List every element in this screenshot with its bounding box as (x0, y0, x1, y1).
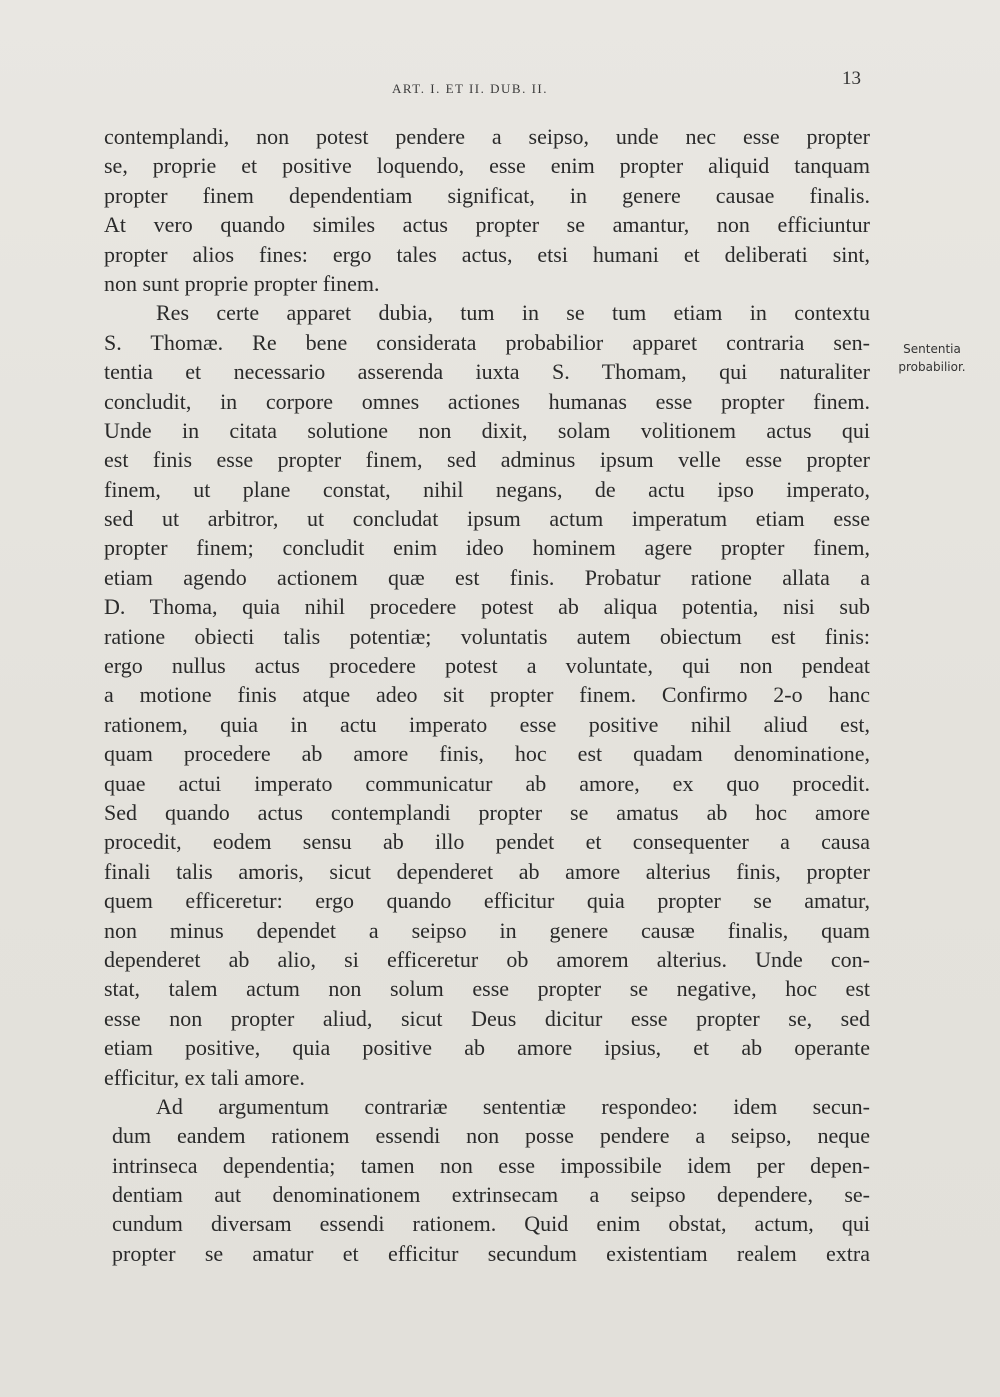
text-line: propter alios fines: ergo tales actus, etsi humani et deliberati sint, (104, 241, 870, 267)
text-line: Sed quando actus contemplandi propter se amatus ab hoc amore (104, 799, 870, 825)
text-line: quem efficeretur: ergo quando efficitur quia propter se amatur, (104, 888, 870, 914)
text-line: finem, ut plane constat, nihil negans, de actu ipso imperato, (104, 476, 870, 502)
marginal-note-line: probabilior. (898, 360, 966, 374)
marginal-note-line: Sententia (903, 342, 961, 356)
text-line: quae actui imperato communicatur ab amore, ex quo procedit. (104, 770, 870, 796)
text-line: stat, talem actum non solum esse propter se negative, hoc est (104, 976, 870, 1002)
text-line: efficitur, ex tali amore. (104, 1064, 305, 1090)
text-line: propter finem dependentiam significat, in genere causae finalis. (104, 182, 870, 208)
text-line: etiam positive, quia positive ab amore ipsius, et ab operante (104, 1035, 870, 1061)
text-line: cundum diversam essendi rationem. Quid enim obstat, actum, qui (112, 1211, 870, 1237)
text-line: procedit, eodem sensu ab illo pendet et consequenter a causa (104, 829, 870, 855)
text-line: propter finem; concludit enim ideo hominem agere propter finem, (104, 535, 870, 561)
text-line: contemplandi, non potest pendere a seipso, unde nec esse propter (104, 124, 870, 149)
text-line: At vero quando similes actus propter se amantur, non efficiuntur (104, 212, 870, 238)
text-line: a motione finis atque adeo sit propter finem. Confirmo 2-o hanc (104, 682, 870, 708)
text-line: tentia et necessario asserenda iuxta S. Thomam, qui naturaliter (104, 359, 870, 385)
text-line: quam procedere ab amore finis, hoc est quadam denominatione, (104, 741, 870, 767)
text-line: Unde in citata solutione non dixit, solam volitionem actus qui (104, 417, 870, 443)
text-line: dum eandem rationem essendi non posse pendere a seipso, neque (112, 1123, 870, 1149)
text-line: dependeret ab alio, si efficeretur ob amorem alterius. Unde con- (104, 946, 870, 972)
text-line: Ad argumentum contrariæ sententiæ respondeo: idem secun- (156, 1093, 870, 1119)
text-line: rationem, quia in actu imperato esse positive nihil aliud est, (104, 711, 870, 737)
text-line: D. Thoma, quia nihil procedere potest ab aliqua potentia, nisi sub (104, 594, 870, 620)
text-line: esse non propter aliud, sicut Deus dicitur esse propter se, sed (104, 1005, 870, 1031)
text-line: finali talis amoris, sicut dependeret ab amore alterius finis, propter (104, 858, 870, 884)
text-line: Res certe apparet dubia, tum in se tum etiam in contextu (156, 300, 870, 326)
text-line: ergo nullus actus procedere potest a voluntate, qui non pendeat (104, 653, 870, 679)
text-line: ratione obiecti talis potentiæ; voluntatis autem obiectum est finis: (104, 623, 870, 649)
text-line: concludit, in corpore omnes actiones humanas esse propter finem. (104, 388, 870, 414)
text-line: sed ut arbitror, ut concludat ipsum actum imperatum etiam esse (104, 506, 870, 532)
text-line: S. Thomæ. Re bene considerata probabilior apparet contraria sen- (104, 329, 870, 355)
marginal-note (882, 340, 982, 376)
text-line: non sunt proprie propter finem. (104, 270, 380, 296)
running-head: ART. I. ET II. DUB. II. (392, 81, 548, 96)
text-line: dentiam aut denominationem extrinsecam a seipso dependere, se- (112, 1182, 870, 1208)
text-line: etiam agendo actionem quæ est finis. Probatur ratione allata a (104, 564, 870, 590)
text-line: non minus dependet a seipso in genere causæ finalis, quam (104, 917, 870, 943)
text-line: intrinseca dependentia; tamen non esse impossibile idem per depen- (112, 1152, 870, 1178)
body-text (104, 122, 870, 1268)
text-line: propter se amatur et efficitur secundum existentiam realem extra (112, 1240, 870, 1266)
page-number: 13 (842, 68, 861, 89)
text-line: est finis esse propter finem, sed adminus ipsum velle esse propter (104, 447, 870, 473)
text-line: se, proprie et positive loquendo, esse enim propter aliquid tanquam (104, 153, 870, 179)
